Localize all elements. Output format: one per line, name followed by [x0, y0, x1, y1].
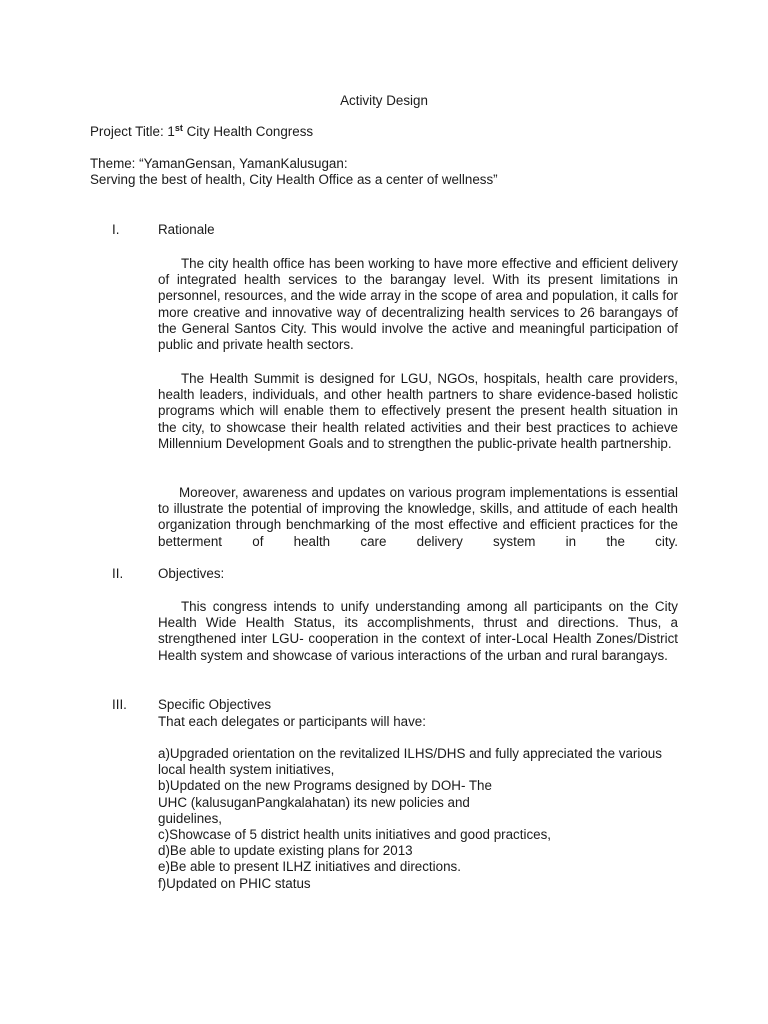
specific-intro: That each delegates or participants will have: [158, 714, 426, 729]
section-number-specific: III. [112, 697, 127, 712]
list-item: f)Updated on PHIC status [158, 875, 311, 891]
specific-objectives-list [158, 746, 688, 892]
section-heading-rationale: Rationale [158, 222, 215, 237]
document-title: Activity Design [340, 93, 428, 108]
rationale-paragraph-3: Moreover, awareness and updates on various program implementations is essential to illustrate the potential of improving the knowledge, skills, and attitude of each health organization through benchmarking of the most effective and efficient practices for the betterment of health care delivery system in the city. [158, 485, 678, 549]
project-title-superscript: st [174, 123, 183, 133]
list-item: d)Be able to update existing plans for 2013 [158, 843, 413, 859]
section-heading-objectives: Objectives: [158, 566, 225, 581]
theme-line-2: Serving the best of health, City Health Office as a center of wellness” [90, 172, 498, 188]
theme-line-1: Theme: “YamanGensan, YamanKalusugan: [90, 156, 348, 171]
project-title-prefix: Project Title: 1 [90, 124, 175, 139]
project-title [90, 124, 313, 140]
rationale-paragraph-2: The Health Summit is designed for LGU, NGOs, hospitals, health care providers, health leaders, individuals, and other health partners to share evidence-based holistic programs which will enable them to effectively present the present health situation in the city, to showcase their health related activities and their best practices to achieve Millennium Development Goals and to strengthen the public-private health partnership. [158, 371, 678, 451]
project-title-rest: City Health Congress [182, 124, 314, 139]
section-heading-specific: Specific Objectives [158, 697, 272, 712]
rationale-paragraph-1: The city health office has been working to have more effective and efficient delivery of integrated health services to the barangay level. With its present limitations in personnel, resources, and the wide array in the scope of area and population, it calls for more creative and innovative way of decentralizing health services to 26 barangays of the General Santos City. This would involve the active and meaningful participation of public and private health sectors. [158, 256, 678, 353]
list-item: b)Updated on the new Programs designed by DOH- The UHC (kalusuganPangkalahatan) its new policies and guidelines, [158, 778, 492, 826]
list-item: e)Be able to present ILHZ initiatives and directions. [158, 859, 461, 875]
list-item: c)Showcase of 5 district health units initiatives and good practices, [158, 827, 551, 843]
objectives-paragraph: This congress intends to unify understanding among all participants on the City Health Wide Health Status, its accomplishments, thrust and directions. Thus, a strengthened inter LGU- cooperation in the context of inter-Local Health Zones/District Health system and showcase of various interactions of the urban and rural barangays. [158, 599, 678, 663]
section-number-rationale: I. [112, 222, 120, 237]
list-item: a)Upgraded orientation on the revitalized ILHS/DHS and fully appreciated the various local health system initiatives, [158, 746, 662, 778]
section-number-objectives: II. [112, 566, 124, 581]
theme-block [90, 156, 498, 188]
